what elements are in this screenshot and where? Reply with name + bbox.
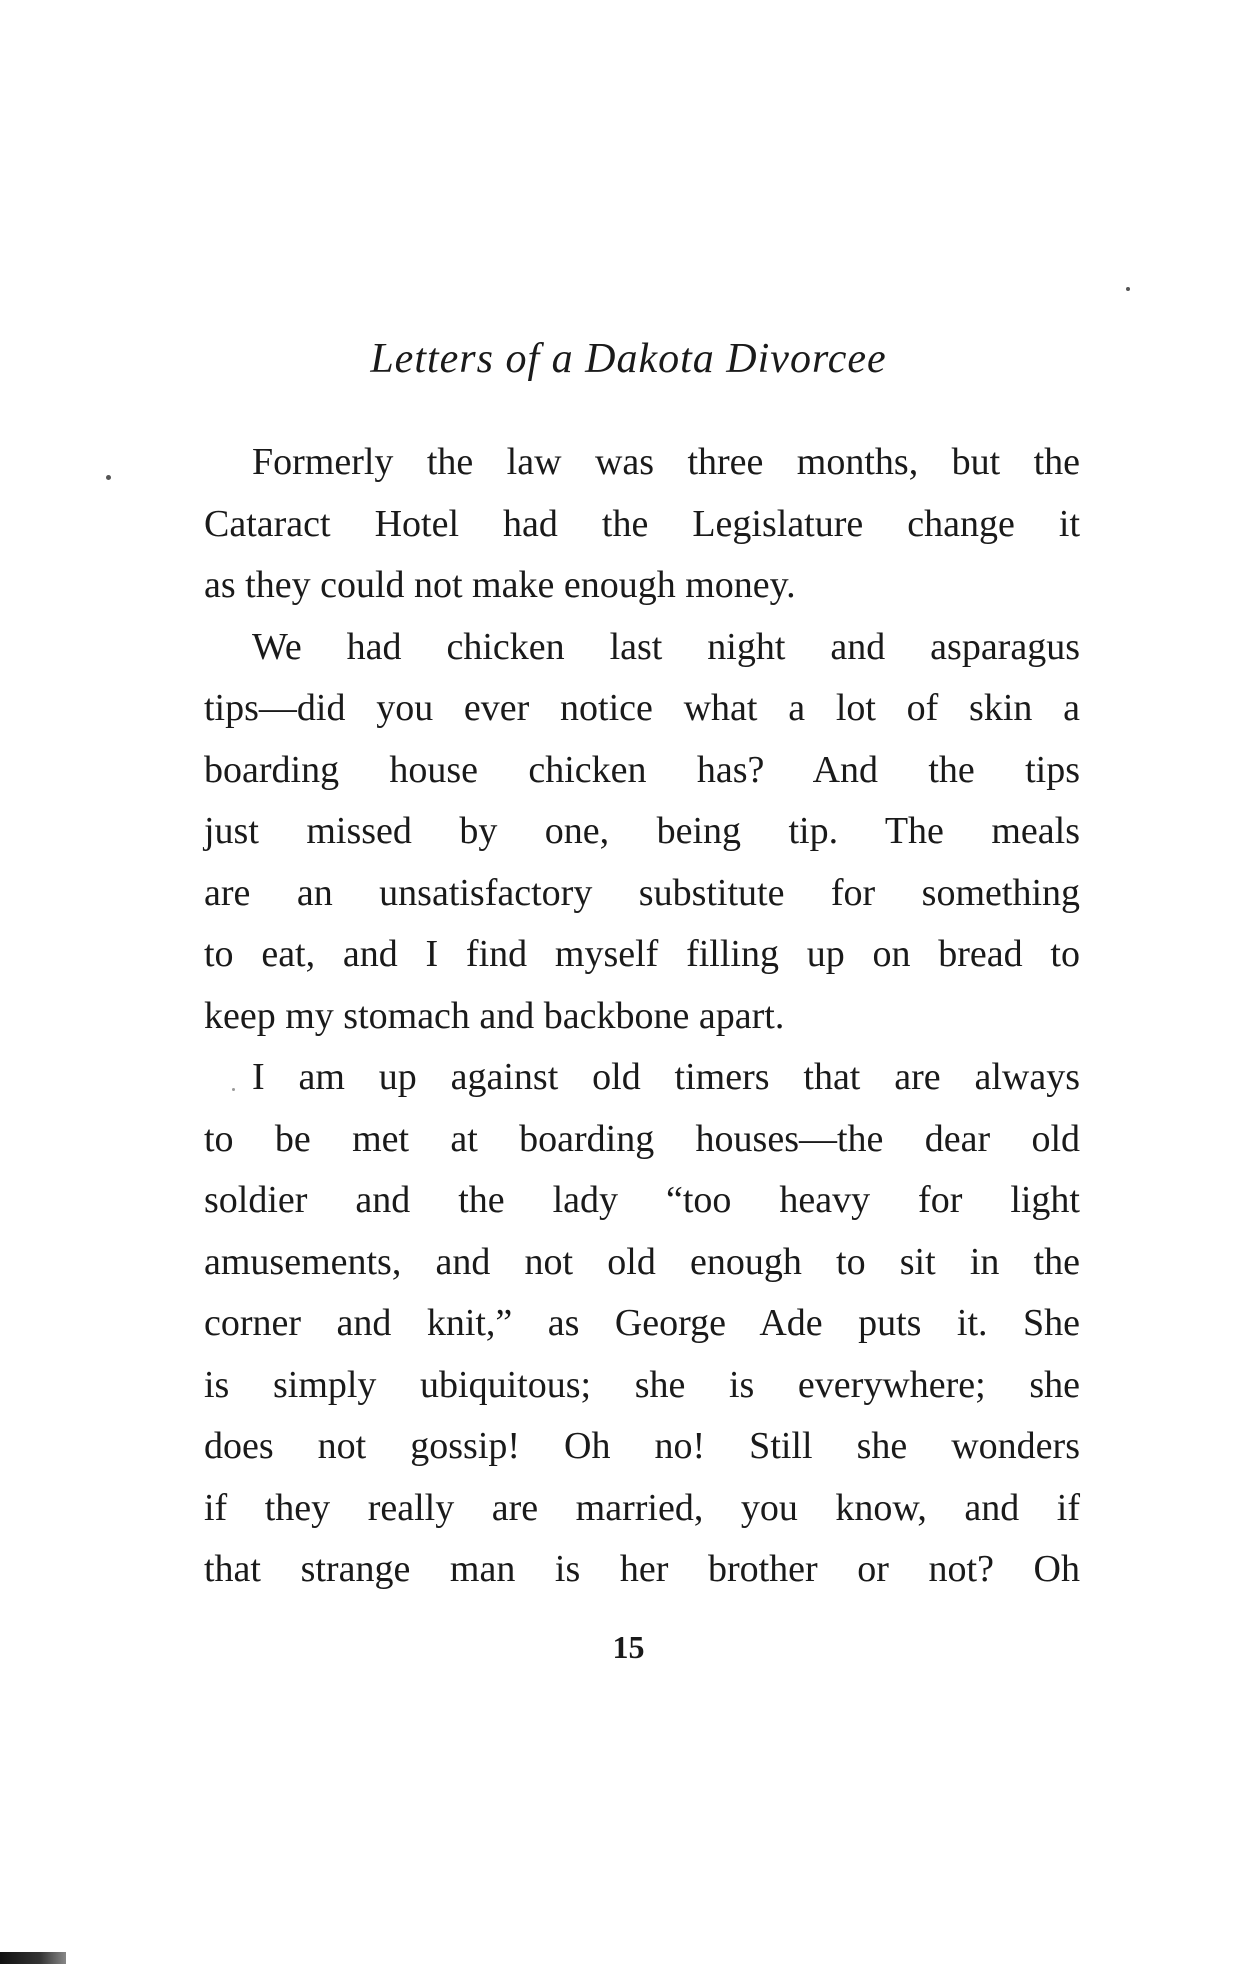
text-line: does not gossip! Oh no! Still she wonders bbox=[204, 1425, 1080, 1467]
scan-speck bbox=[1126, 287, 1130, 291]
text-line: boarding house chicken has? And the tips bbox=[204, 748, 1080, 791]
text-line: to eat, and I find myself filling up on bread to bbox=[204, 933, 1080, 975]
scan-edge-mark bbox=[0, 1952, 66, 1964]
text-line: I am up against old timers that are always bbox=[252, 1056, 1080, 1098]
text-line: as they could not make enough money. bbox=[204, 564, 796, 606]
text-line: soldier and the lady “too heavy for light bbox=[204, 1179, 1080, 1221]
text-line: to be met at boarding houses—the dear old bbox=[204, 1117, 1080, 1160]
text-line: tips—did you ever notice what a lot of skin a bbox=[204, 687, 1080, 729]
text-line: are an unsatisfactory substitute for something bbox=[204, 871, 1080, 914]
text-line: if they really are married, you know, and if bbox=[204, 1486, 1080, 1529]
text-line: Cataract Hotel had the Legislature change it bbox=[204, 502, 1080, 545]
scan-speck bbox=[232, 1088, 235, 1091]
text-line: just missed by one, being tip. The meals bbox=[204, 810, 1080, 852]
text-line: We had chicken last night and asparagus bbox=[252, 625, 1080, 668]
page-number: 15 bbox=[612, 1629, 645, 1665]
text-line: is simply ubiquitous; she is everywhere; she bbox=[204, 1363, 1080, 1406]
text-line: that strange man is her brother or not? Oh bbox=[204, 1548, 1080, 1590]
text-line: corner and knit,” as George Ade puts it. She bbox=[204, 1302, 1080, 1344]
text-line: keep my stomach and backbone apart. bbox=[204, 994, 785, 1037]
text-line: Formerly the law was three months, but the bbox=[252, 441, 1080, 483]
scan-speck bbox=[106, 475, 111, 480]
running-head: Letters of a Dakota Divorcee bbox=[370, 336, 887, 382]
text-line: amusements, and not old enough to sit in the bbox=[204, 1240, 1080, 1283]
body-text bbox=[204, 432, 1080, 1601]
